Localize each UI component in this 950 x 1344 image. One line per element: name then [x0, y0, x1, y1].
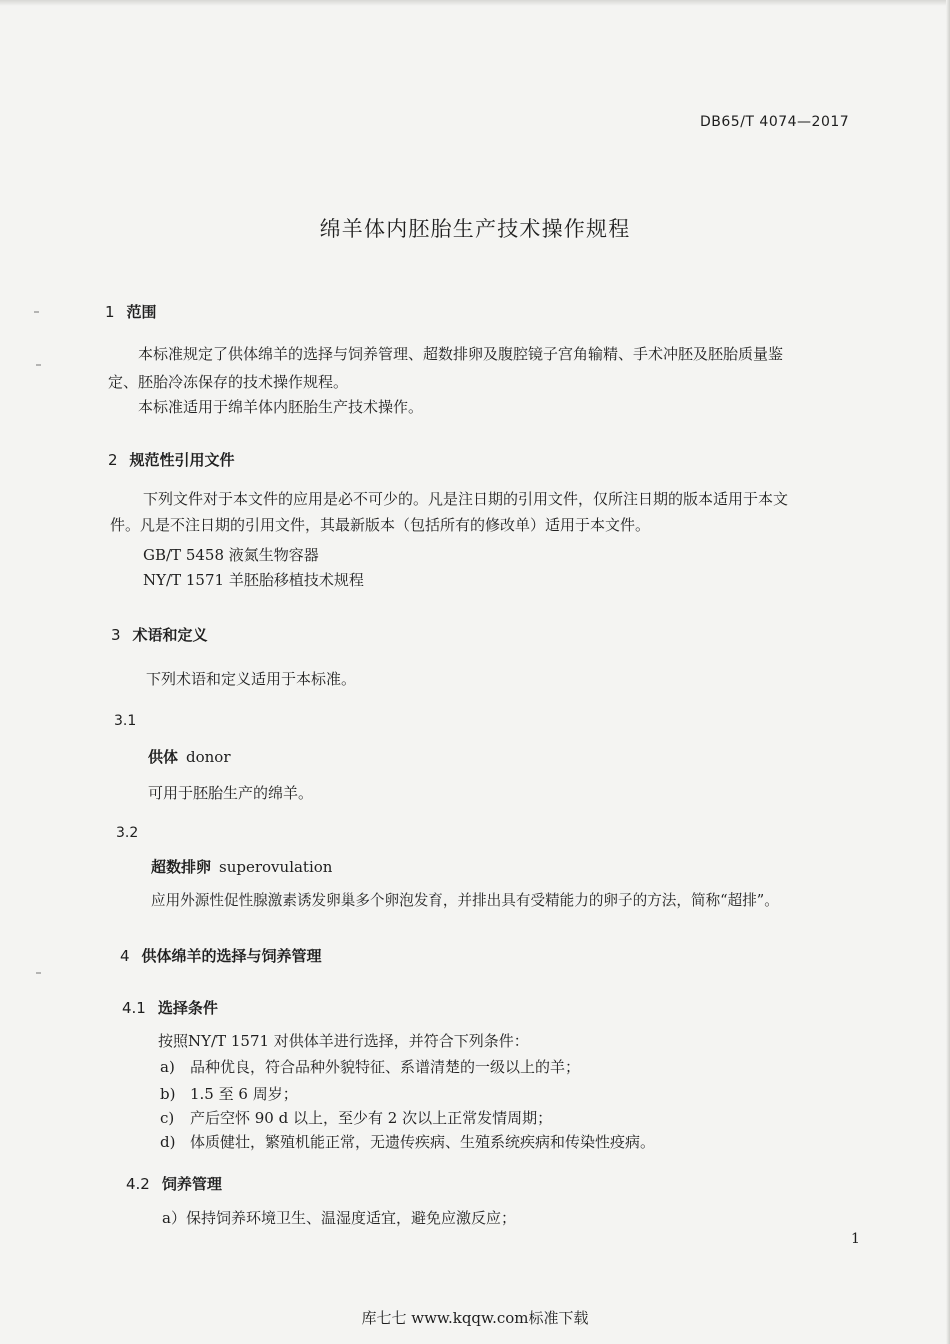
list-text: 产后空怀 90 d 以上，至少有 2 次以上正常发情周期；	[190, 1109, 553, 1127]
term-en: donor	[186, 748, 231, 766]
reference-name: 羊胚胎移植技术规程	[228, 571, 364, 589]
document-code: DB65/T 4074—2017	[700, 114, 850, 130]
term-zh: 供体	[148, 748, 179, 766]
list-text: 1.5 至 6 周岁；	[190, 1085, 298, 1103]
subsection-4-2-heading	[126, 1173, 222, 1194]
list-text: 体质健壮，繁殖机能正常，无遗传疾病、生殖系统疾病和传染性疫病。	[190, 1133, 656, 1151]
list-label: d)	[160, 1133, 176, 1151]
paragraph: 下列术语和定义适用于本标准。	[146, 670, 357, 688]
paragraph: 本标准规定了供体绵羊的选择与饲养管理、超数排卵及腹腔镜子宫角输精、手术冲胚及胚胎质量鉴	[138, 345, 784, 363]
scan-speck	[36, 364, 41, 366]
list-item	[160, 1107, 552, 1128]
reference-item	[143, 544, 319, 565]
page-number: 1	[851, 1231, 860, 1247]
subsection-number: 4.2	[126, 1175, 150, 1193]
term-en: superovulation	[219, 858, 333, 876]
list-item: a）保持饲养环境卫生、温湿度适宜，避免应激反应；	[162, 1209, 516, 1227]
reference-name: 液氮生物容器	[228, 546, 319, 564]
section-number: 2	[108, 451, 118, 469]
subsection-number: 4.1	[122, 999, 146, 1017]
subsection-4-1-heading	[122, 997, 218, 1018]
scan-edge	[946, 0, 950, 1344]
scan-speck	[34, 311, 39, 313]
term-number: 3.1	[114, 713, 137, 729]
subsection-title: 饲养管理	[161, 1175, 222, 1193]
section-3-heading	[111, 624, 208, 645]
scan-speck	[36, 972, 41, 974]
paragraph: 按照NY/T 1571 对供体羊进行选择，并符合下列条件：	[158, 1032, 529, 1050]
reference-code: GB/T 5458	[143, 546, 225, 564]
section-title: 规范性引用文件	[129, 451, 235, 469]
term-number: 3.2	[116, 825, 139, 841]
paragraph: 件。凡是不注日期的引用文件，其最新版本（包括所有的修改单）适用于本文件。	[110, 516, 651, 534]
list-label: a)	[160, 1058, 175, 1076]
list-label: b)	[160, 1085, 176, 1103]
term-entry	[151, 856, 332, 877]
paragraph: 下列文件对于本文件的应用是必不可少的。凡是注日期的引用文件，仅所注日期的版本适用于本文	[143, 490, 789, 508]
footer-watermark: 库七七 www.kqqw.com标准下载	[361, 1309, 589, 1327]
term-entry	[148, 746, 231, 767]
reference-code: NY/T 1571	[143, 571, 225, 589]
reference-item	[143, 569, 364, 590]
section-title: 范围	[126, 303, 157, 321]
section-number: 3	[111, 626, 121, 644]
section-2-heading	[108, 449, 235, 470]
list-item	[160, 1056, 580, 1077]
list-label: c)	[160, 1109, 175, 1127]
section-1-heading	[105, 301, 157, 322]
scan-edge	[0, 0, 950, 6]
section-4-heading	[120, 945, 322, 966]
document-title: 绵羊体内胚胎生产技术操作规程	[319, 217, 631, 241]
list-item	[160, 1131, 655, 1152]
section-title: 供体绵羊的选择与饲养管理	[141, 947, 322, 965]
list-text: 品种优良，符合品种外貌特征、系谱清楚的一级以上的羊；	[190, 1058, 581, 1076]
term-definition: 应用外源性促性腺激素诱发卵巢多个卵泡发育，并排出具有受精能力的卵子的方法，简称“超排”。	[151, 892, 779, 909]
section-number: 1	[105, 303, 115, 321]
paragraph: 本标准适用于绵羊体内胚胎生产技术操作。	[138, 398, 424, 416]
section-title: 术语和定义	[132, 626, 208, 644]
subsection-title: 选择条件	[157, 999, 218, 1017]
paragraph: 定、胚胎冷冻保存的技术操作规程。	[108, 373, 349, 391]
list-item	[160, 1083, 298, 1104]
term-zh: 超数排卵	[151, 858, 212, 876]
term-definition: 可用于胚胎生产的绵羊。	[148, 784, 314, 802]
section-number: 4	[120, 947, 130, 965]
